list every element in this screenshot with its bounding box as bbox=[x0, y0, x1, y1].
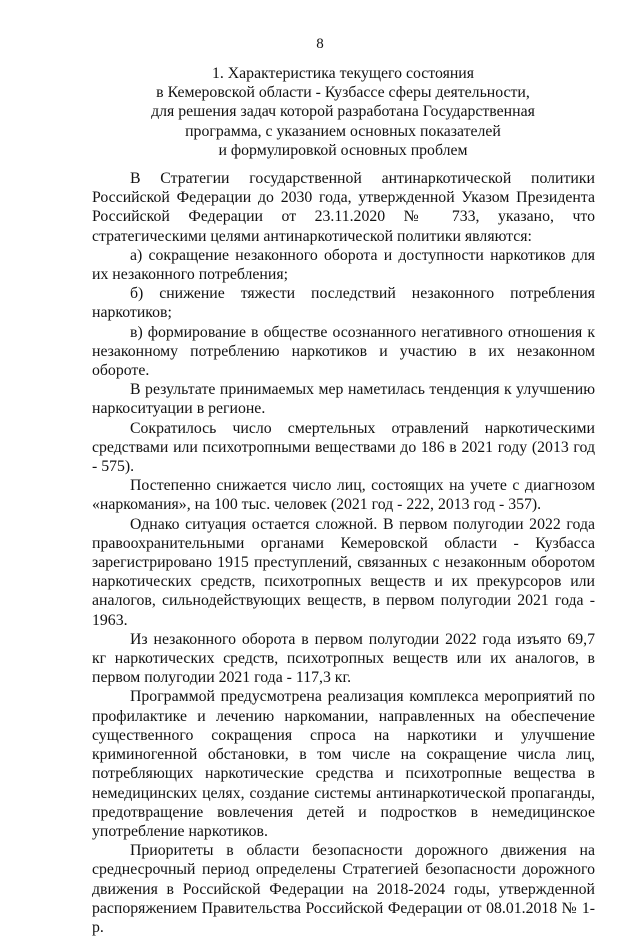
body-text bbox=[92, 169, 595, 937]
section-heading-line: и формулировкой основных проблем bbox=[218, 141, 468, 159]
section-heading-line: в Кемеровской области - Кузбассе сферы деятельности, bbox=[156, 84, 530, 102]
page-number: 8 bbox=[316, 36, 324, 52]
section-heading-line: 1. Характеристика текущего состояния bbox=[211, 65, 475, 82]
paragraph-goal-c: в) формирование в обществе осознанного негативного отношения к незаконному потреблению наркотиков и участию в их незаконном обороте. bbox=[92, 323, 595, 380]
paragraph-road-safety: Приоритеты в области безопасности дорожного движения на среднесрочный период определены Стратегией безопасности дорожного движения в Российской Федерации на 2018-2024 годы, утвержденной распоряжением Правительства Российской Федерации от 08.01.2018 № 1-р. bbox=[92, 842, 595, 936]
section-heading bbox=[93, 64, 593, 160]
paragraph-seizures: Из незаконного оборота в первом полугодии 2022 года изъято 69,7 кг наркотических средств, психотропных веществ или их аналогов, в первом полугодии 2021 года - 117,3 кг. bbox=[92, 630, 595, 687]
paragraph-goal-b: б) снижение тяжести последствий незаконного потребления наркотиков; bbox=[92, 285, 595, 322]
paragraph-strategy-intro: В Стратегии государственной антинаркотической политики Российской Федерации до 2030 года, утвержденной Указом Президента Российской Федерации от 23.11.2020 № 733, указано, что стратегическими целями антинаркотической политики являются: bbox=[92, 170, 595, 245]
paragraph-poisonings: Сократилось число смертельных отравлений наркотическими средствами или психотропными веществами до 186 в 2021 году (2013 год - 575). bbox=[92, 419, 595, 476]
paragraph-goal-a: а) сокращение незаконного оборота и доступности наркотиков для их незаконного потребления; bbox=[92, 246, 595, 284]
section-heading-line: программа, с указанием основных показателей bbox=[185, 122, 501, 140]
section-heading-line: для решения задач которой разработана Государственная bbox=[151, 103, 535, 121]
paragraph-registered: Постепенно снижается число лиц, состоящих на учете с диагнозом «наркомания», на 100 тыс. человек (2021 год - 222, 2013 год - 357). bbox=[92, 477, 595, 514]
paragraph-crimes: Однако ситуация остается сложной. В первом полугодии 2022 года правоохранительными органами Кемеровской области - Кузбасса зарегистрировано 1915 преступлений, связанных с незаконным оборотом наркотических средств, психотропных веществ и их прекурсоров или аналогов, сильнодействующих веществ, в первом полугодии 2021 года - 1963. bbox=[92, 515, 595, 629]
paragraph-program-measures: Программой предусмотрена реализация комплекса мероприятий по профилактике и лечению наркомании, направленных на обеспечение существенного сокращения спроса на наркотики и улучшение криминогенной обстановки, в том числе на сокращение числа лиц, потребляющих наркотические средства и психотропные вещества в немедицинских целях, создание системы антинаркотической пропаганды, предотвращение вовлечения детей и подростков в немедицинское употребление наркотиков. bbox=[92, 688, 595, 840]
paragraph-trend: В результате принимаемых мер наметилась тенденция к улучшению наркоситуации в регионе. bbox=[92, 381, 595, 418]
